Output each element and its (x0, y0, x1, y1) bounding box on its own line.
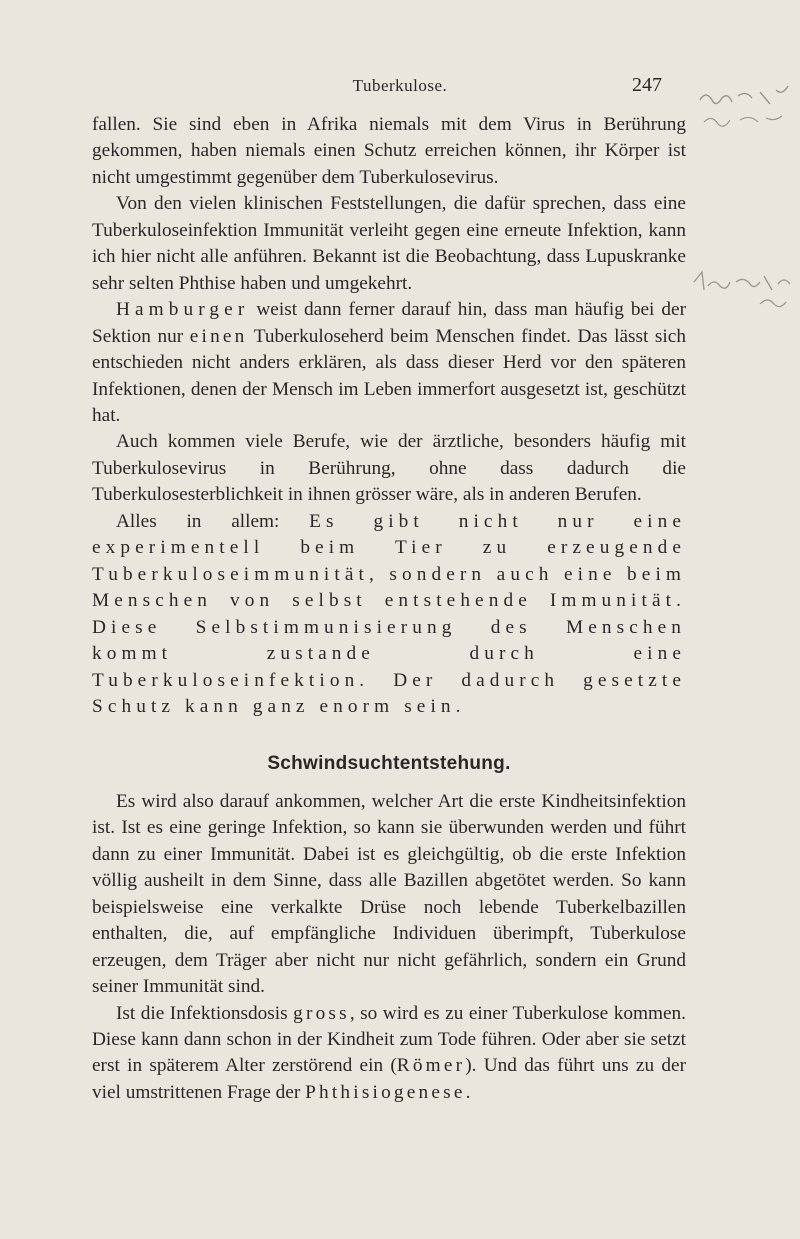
running-title: Tuberkulose. (352, 76, 448, 95)
emphasis: Phthisiogenese (305, 1081, 466, 1103)
pencil-annotation-middle (690, 262, 800, 322)
paragraph: Es wird also darauf ankommen, welcher Art die erste Kindheitsinfektion ist. Ist es eine geringe Infektion, so kann sie überwunden werden und führt dann zu einer Immunität. Dabei ist es gleichgültig, ob die erste Infektion völlig ausheilt in dem Sinne, dass alle Bazillen abgetötet werden. So kann beispielsweise eine verkalkte Drüse noch lebende Tuberkelbazillen enthalten, die, auf empfängliche Individuen überimpft, Tuberkulose erzeugen, dem Träger aber nicht nur nicht gefährlich, sondern ein Grund seiner Immunität sind. (92, 790, 686, 998)
running-head (0, 76, 800, 102)
emphasis: gross (293, 1002, 350, 1024)
paragraph: Hamburger weist dann ferner darauf hin, dass man häufig bei der Sektion nur einen Tuberkuloseherd beim Menschen findet. Das lässt sich entschieden nicht anders erklären, als dass dieser Herd vor den späteren Infektionen, denen der Mensch im Leben immerfort ausgesetzt ist, geschützt hat. (92, 299, 686, 426)
section-heading: Schwindsuchtentstehung. (267, 753, 511, 775)
paragraph: Ist die Infektionsdosis gross, so wird es zu einer Tuberkulose kommen. Diese kann dann schon in der Kindheit zum Tode führen. Oder aber sie setzt erst in späterem Alter zerstörend ein (Römer). Und das führt uns zu der viel umstrittenen Frage der Phthisiogenese. (92, 1002, 686, 1103)
pencil-annotation-top (690, 82, 800, 142)
paragraph: Alles in allem: Es gibt nicht nur eine experimentell beim Tier zu erzeugende Tuberkuloseimmunität, sondern auch eine beim Menschen von selbst entstehende Immunität. Diese Selbstimmunisierung des Menschen kommt zustande durch eine Tuberkuloseinfektion. Der dadurch gesetzte Schutz kann ganz enorm sein. (92, 510, 686, 717)
paragraph: Auch kommen viele Berufe, wie der ärztliche, besonders häufig mit Tuberkulosevirus in Berührung, ohne dass dadurch die Tuberkulosesterblichkeit in ihnen grösser wäre, als in anderen Berufen. (92, 431, 686, 506)
emphasis: einen (189, 325, 248, 347)
author-name: Hamburger (116, 299, 250, 321)
paragraph: fallen. Sie sind eben in Afrika niemals mit dem Virus in Berührung gekommen, haben niemals einen Schutz erreichen können, ihr Körper ist nicht umgestimmt gegenüber dem Tuberkulosevirus. (92, 114, 686, 188)
emphasis-conclusion: Es gibt nicht nur eine experimentell beim Tier zu erzeugende Tuberkuloseimmunität, sondern auch eine beim Menschen von selbst entstehende Immunität. Diese Selbstimmunisierung des Menschen kommt zustande durch eine Tuberkuloseinfektion. Der dadurch gesetzte Schutz kann ganz enorm sein. (92, 510, 686, 717)
body-text (92, 112, 686, 1106)
author-name: Römer (396, 1055, 466, 1077)
page-number: 247 (632, 74, 662, 96)
paragraph: Von den vielen klinischen Feststellungen, die dafür sprechen, dass eine Tuberkuloseinfektion Immunität verleiht gegen eine erneute Infektion, kann ich hier nicht alle anführen. Bekannt ist die Beobachtung, dass Lupuskranke sehr selten Phthise haben und umgekehrt. (92, 193, 686, 294)
